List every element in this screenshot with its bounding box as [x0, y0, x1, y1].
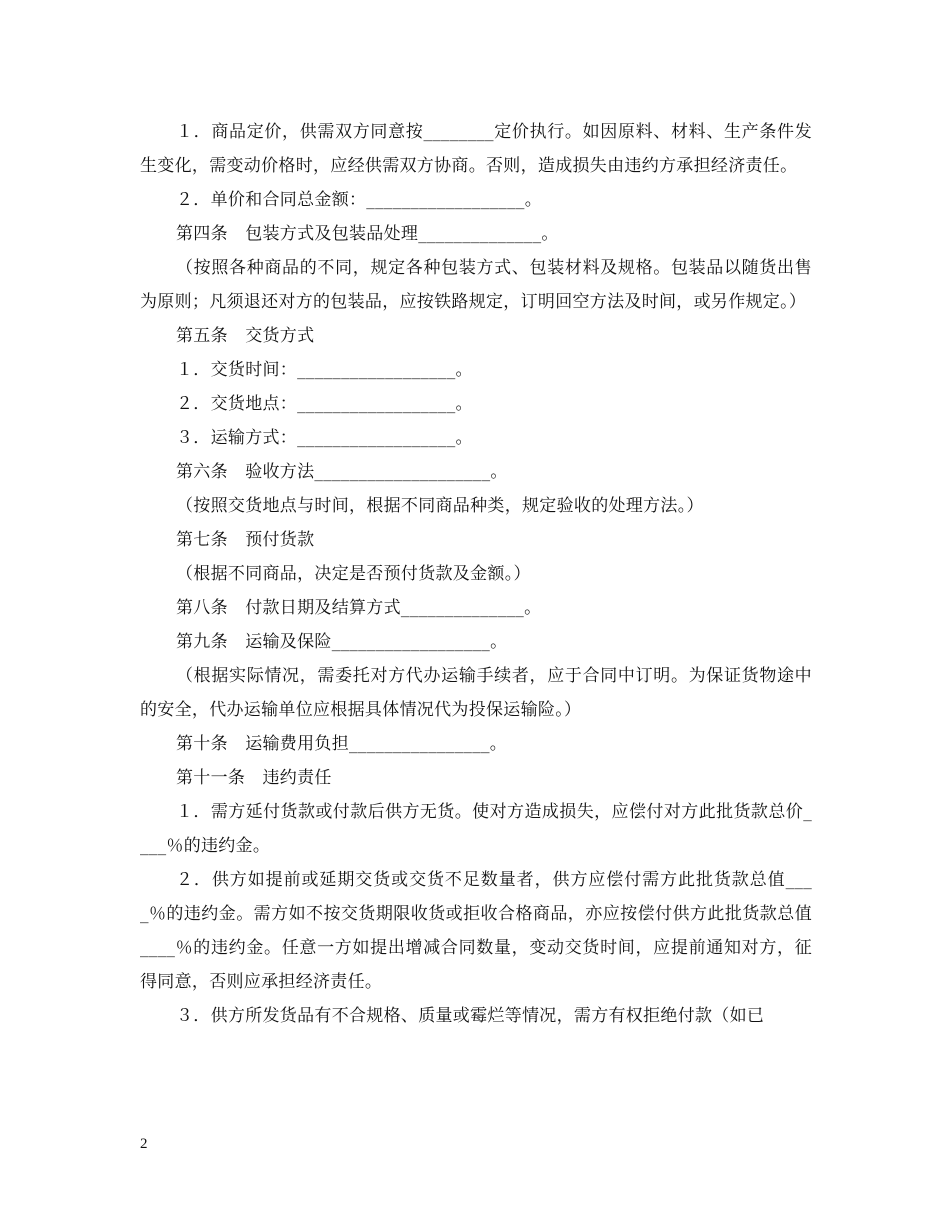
clause-7-note: （根据不同商品，决定是否预付货款及金额。）	[176, 564, 531, 584]
clause-5-item-3: ３．运输方式：__________________。	[176, 428, 473, 448]
clause-3-item-1: １．商品定价，供需双方同意按________定价执行。如因原料、材料、生产条件发生变化，需变动价格时，应经供需双方协商。否则，造成损失由违约方承担经济责任。	[140, 122, 812, 176]
clause-9-note: （根据实际情况，需委托对方代办运输手续者，应于合同中订明。为保证货物途中的安全，代办运输单位应根据具体情况代为投保运输险。）	[140, 666, 812, 720]
clause-4-note: （按照各种商品的不同，规定各种包装方式、包装材料及规格。包装品以随货出售为原则；凡须退还对方的包装品，应按铁路规定，订明回空方法及时间，或另作规定。）	[140, 258, 812, 312]
clause-11-item-2: ２．供方如提前或延期交货或交货不足数量者，供方应偿付需方此批货款总值____％的违约金。需方如不按交货期限收货或拒收合格商品，亦应按偿付供方此批货款总值____％的违约金。任意一方如提出增减合同数量，变动交货时间，应提前通知对方，征得同意，否则应承担经济责任。	[140, 870, 812, 992]
clause-4-heading: 第四条 包装方式及包装品处理______________。	[176, 224, 559, 244]
clause-5-heading: 第五条 交货方式	[176, 326, 315, 346]
clause-6-note: （按照交货地点与时间，根据不同商品种类，规定验收的处理方法。）	[176, 496, 704, 516]
clause-11-item-1: １．需方延付货款或付款后供方无货。使对方造成损失，应偿付对方此批货款总价____％的违约金。	[140, 802, 812, 856]
clause-5-item-1: １．交货时间：__________________。	[176, 360, 473, 380]
clause-11-item-3: ３．供方所发货品有不合规格、质量或霉烂等情况，需方有权拒绝付款（如已	[176, 1006, 765, 1026]
clause-5-item-2: ２．交货地点：__________________。	[176, 394, 473, 414]
clause-9-heading: 第九条 运输及保险__________________。	[176, 632, 508, 652]
clause-7-heading: 第七条 预付货款	[176, 530, 315, 550]
clause-3-item-2: ２．单价和合同总金额：__________________。	[176, 190, 542, 210]
clause-8-heading: 第八条 付款日期及结算方式______________。	[176, 598, 542, 618]
clause-10-heading: 第十条 运输费用负担________________。	[176, 734, 508, 754]
page-number: 2	[140, 1136, 148, 1152]
clause-6-heading: 第六条 验收方法____________________。	[176, 462, 508, 482]
clause-11-heading: 第十一条 违约责任	[176, 768, 332, 788]
document-body	[140, 115, 812, 1033]
